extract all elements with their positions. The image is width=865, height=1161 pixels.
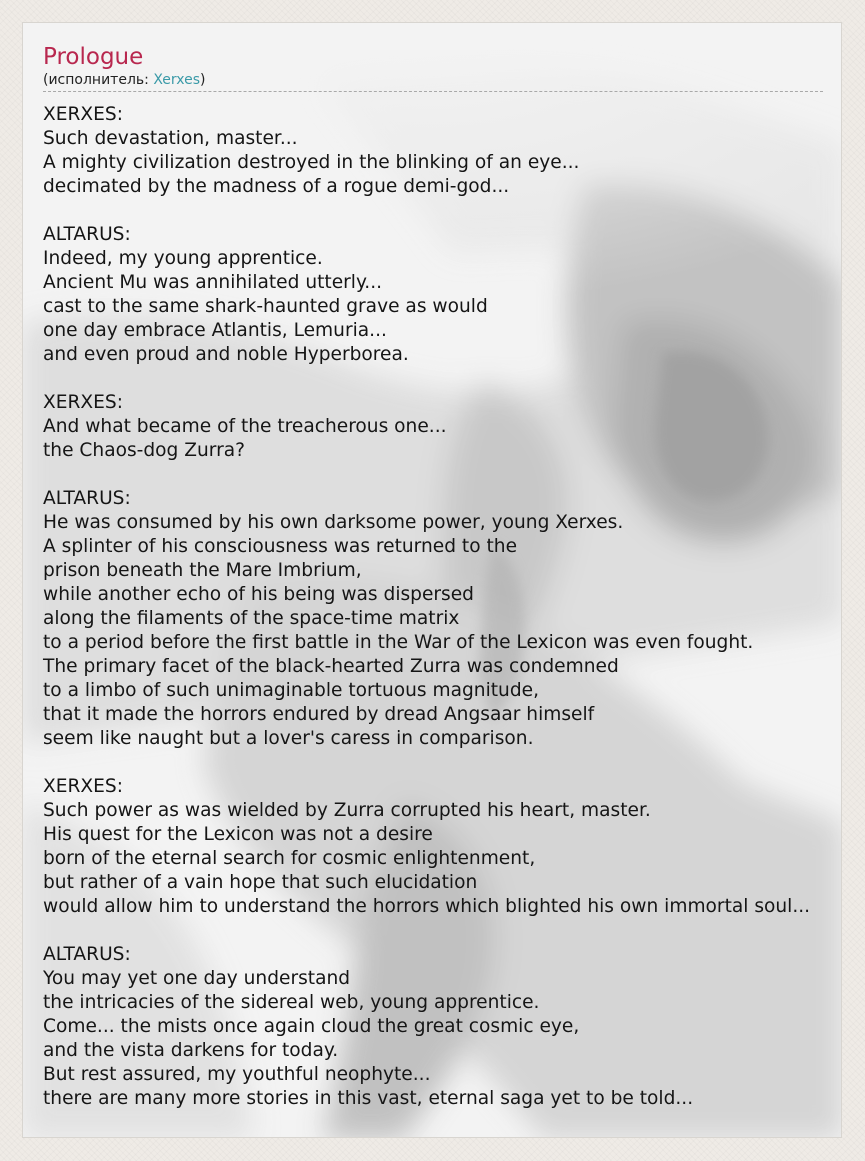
lyric-line: while another echo of his being was dispersed <box>43 584 474 605</box>
lyric-line: XERXES: <box>43 392 123 413</box>
stanza <box>43 103 841 199</box>
lyric-line: Ancient Mu was annihilated utterly... <box>43 272 383 293</box>
performer-suffix: ) <box>200 72 206 88</box>
lyric-line: ALTARUS: <box>43 488 131 509</box>
lyric-line: His quest for the Lexicon was not a desire <box>43 824 433 845</box>
lyric-line: and even proud and noble Hyperborea. <box>43 344 409 365</box>
lyric-line: seem like naught but a lover's caress in comparison. <box>43 728 534 749</box>
stanza <box>43 391 841 463</box>
lyric-line: He was consumed by his own darksome power, young Xerxes. <box>43 512 624 533</box>
lyric-line: The primary facet of the black-hearted Zurra was condemned <box>43 656 619 677</box>
stanza <box>43 943 841 1111</box>
lyric-line: decimated by the madness of a rogue demi-god... <box>43 176 510 197</box>
lyric-line: along the filaments of the space-time matrix <box>43 608 460 629</box>
lyrics-panel <box>22 22 842 1138</box>
stanza <box>43 223 841 367</box>
lyric-line: born of the eternal search for cosmic enlightenment, <box>43 848 536 869</box>
lyric-line: but rather of a vain hope that such elucidation <box>43 872 478 893</box>
lyric-line: there are many more stories in this vast, eternal saga yet to be told... <box>43 1088 694 1109</box>
lyric-line: A splinter of his consciousness was returned to the <box>43 536 518 557</box>
lyric-line: Come... the mists once again cloud the great cosmic eye, <box>43 1016 580 1037</box>
lyrics-text <box>43 103 841 1111</box>
stanza <box>43 775 841 919</box>
lyric-line: A mighty civilization destroyed in the blinking of an eye... <box>43 152 580 173</box>
lyric-line: ALTARUS: <box>43 944 131 965</box>
performer-link[interactable]: Xerxes <box>153 72 201 88</box>
lyric-line: and the vista darkens for today. <box>43 1040 339 1061</box>
lyric-line: to a period before the first battle in the War of the Lexicon was even fought. <box>43 632 754 653</box>
lyric-line: Such power as was wielded by Zurra corrupted his heart, master. <box>43 800 651 821</box>
lyric-line: cast to the same shark-haunted grave as would <box>43 296 488 317</box>
stanza <box>43 487 841 751</box>
lyric-line: one day embrace Atlantis, Lemuria... <box>43 320 387 341</box>
lyric-line: Such devastation, master... <box>43 128 298 149</box>
lyric-line: XERXES: <box>43 104 123 125</box>
performer-line <box>43 71 823 92</box>
lyric-line: would allow him to understand the horrors which blighted his own immortal soul... <box>43 896 811 917</box>
lyric-line: You may yet one day understand <box>43 968 351 989</box>
lyric-line: XERXES: <box>43 776 123 797</box>
lyric-line: the intricacies of the sidereal web, young apprentice. <box>43 992 540 1013</box>
song-title: Prologue <box>43 44 144 70</box>
lyric-line: Indeed, my young apprentice. <box>43 248 323 269</box>
performer-prefix: (исполнитель: <box>43 72 154 88</box>
lyric-line: that it made the horrors endured by dread Angsaar himself <box>43 704 595 725</box>
lyric-line: ALTARUS: <box>43 224 131 245</box>
lyric-line: the Chaos-dog Zurra? <box>43 440 245 461</box>
lyric-line: to a limbo of such unimaginable tortuous magnitude, <box>43 680 539 701</box>
lyric-line: But rest assured, my youthful neophyte... <box>43 1064 431 1085</box>
lyric-line: And what became of the treacherous one... <box>43 416 447 437</box>
lyric-line: prison beneath the Mare Imbrium, <box>43 560 362 581</box>
song-content <box>43 43 841 1135</box>
